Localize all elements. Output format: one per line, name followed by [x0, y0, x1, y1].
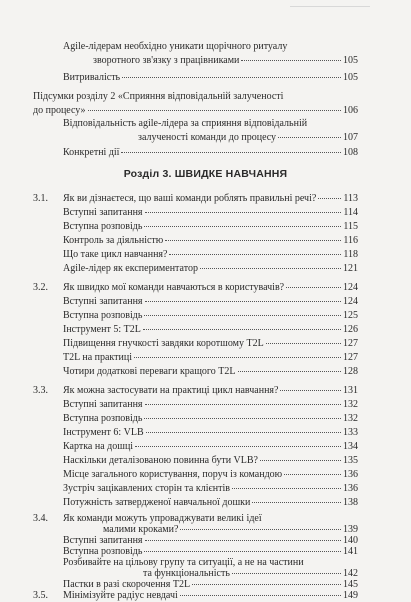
- toc-entry[interactable]: [63, 220, 358, 233]
- toc-page-number: 139: [343, 524, 358, 535]
- section-number: 3.5.: [33, 590, 48, 601]
- toc-page-number: 149: [343, 590, 358, 601]
- toc-entry[interactable]: [63, 248, 358, 261]
- toc-entry-text: Підсумки розділу 2 «Сприяння відповідальній залученості: [33, 91, 284, 102]
- toc-entry[interactable]: [63, 337, 358, 350]
- toc-entry-text[interactable]: Розбивайте на цільову групу та ситуації, а не на частини: [63, 557, 304, 568]
- leader-dots: [145, 540, 341, 541]
- toc-page-number: 145: [343, 579, 358, 590]
- toc-entry[interactable]: [63, 71, 358, 84]
- leader-dots: [144, 418, 341, 419]
- leader-dots: [278, 137, 341, 138]
- leader-dots: [238, 371, 341, 372]
- toc-page-number: 107: [343, 132, 358, 143]
- toc-entry-text: Потужність затвердженої навчальної дошки: [63, 497, 251, 508]
- leader-dots: [260, 460, 341, 461]
- leader-dots: [143, 329, 341, 330]
- leader-dots: [232, 573, 341, 574]
- toc-page-number: 118: [343, 249, 358, 260]
- leader-dots: [135, 446, 341, 447]
- toc-page-number: 128: [343, 366, 358, 377]
- toc-entry[interactable]: [63, 468, 358, 481]
- toc-entry-text: Картка на дошці: [63, 441, 134, 452]
- leader-dots: [122, 77, 341, 78]
- leader-dots: [145, 301, 341, 302]
- toc-page-number: 141: [343, 546, 358, 557]
- section-title: малими кроками?: [103, 524, 179, 535]
- toc-page-number: 132: [343, 413, 358, 424]
- toc-page-number: 127: [343, 352, 358, 363]
- toc-entry-text: Agile-лідер як експериментатор: [63, 263, 198, 274]
- chapter-heading[interactable]: Розділ 3. ШВИДКЕ НАВЧАННЯ: [123, 168, 288, 180]
- leader-dots: [266, 343, 341, 344]
- toc-entry-text: Вступні запитання: [63, 207, 143, 218]
- toc-page-number: 134: [343, 441, 358, 452]
- toc-entry-text: Інструмент 6: VLB: [63, 427, 144, 438]
- leader-dots: [180, 595, 341, 596]
- toc-entry-text: залученості команди до процесу: [138, 132, 277, 143]
- leader-dots: [145, 404, 341, 405]
- toc-page-number: 121: [343, 263, 358, 274]
- toc-entry-text: Конкретні дії: [63, 147, 120, 158]
- toc-entry[interactable]: [63, 131, 358, 144]
- toc-entry-text: Вступна розповідь: [63, 546, 143, 557]
- toc-entry[interactable]: [63, 295, 358, 308]
- leader-dots: [121, 152, 341, 153]
- toc-entry[interactable]: [63, 262, 358, 275]
- toc-entry-text: Зустріч зацікавлених сторін та клієнтів: [63, 483, 231, 494]
- leader-dots: [165, 240, 341, 241]
- toc-page-number: 124: [343, 296, 358, 307]
- leader-dots: [144, 226, 341, 227]
- leader-dots: [286, 287, 341, 288]
- toc-entry-text: до процесу»: [33, 105, 86, 116]
- toc-entry[interactable]: [63, 454, 358, 467]
- toc-page-number: 126: [343, 324, 358, 335]
- toc-page-number: 113: [343, 193, 358, 204]
- toc-page-number: 124: [343, 282, 358, 293]
- toc-entry[interactable]: [33, 104, 358, 117]
- toc-page-number: 136: [343, 469, 358, 480]
- leader-dots: [252, 502, 341, 503]
- leader-dots: [144, 315, 341, 316]
- section-title: Мінімізуйте радіус невдачі: [63, 590, 178, 601]
- leader-dots: [180, 529, 341, 530]
- toc-page-number: 105: [343, 55, 358, 66]
- leader-dots: [232, 488, 341, 489]
- section-title: Як швидко мої команди навчаються в користувачів?: [63, 282, 285, 293]
- toc-page-number: 108: [343, 147, 358, 158]
- toc-entry[interactable]: [63, 54, 358, 67]
- toc-page-number: 138: [343, 497, 358, 508]
- toc-entry-text: Пастки в разі скорочення T2L: [63, 579, 191, 590]
- toc-page-number: 140: [343, 535, 358, 546]
- leader-dots: [280, 390, 341, 391]
- toc-entry[interactable]: [63, 412, 358, 425]
- section-entry[interactable]: [63, 192, 358, 205]
- toc-entry-text: Вступна розповідь: [63, 221, 143, 232]
- toc-page-number: 136: [343, 483, 358, 494]
- leader-dots: [284, 474, 341, 475]
- toc-entry-text: Контроль за діяльністю: [63, 235, 164, 246]
- toc-entry[interactable]: [63, 496, 358, 509]
- leader-dots: [134, 357, 341, 358]
- toc-entry-text: та функціональність: [143, 568, 230, 579]
- toc-page-number: 106: [343, 105, 358, 116]
- leader-dots: [241, 60, 341, 61]
- toc-entry[interactable]: [63, 398, 358, 411]
- toc-entry-text: Місце загального користування, поруч із командою: [63, 469, 283, 480]
- toc-entry[interactable]: [63, 426, 358, 439]
- section-number: 3.1.: [33, 193, 48, 204]
- toc-page-number: 125: [343, 310, 358, 321]
- section-entry[interactable]: [63, 281, 358, 294]
- toc-entry-text: зворотного зв'язку з працівниками: [93, 55, 240, 66]
- toc-page-number: 135: [343, 455, 358, 466]
- page-edge-rule: [290, 6, 370, 7]
- leader-dots: [88, 110, 341, 111]
- section-title[interactable]: Як команди можуть упроваджувати великі ідеї: [63, 513, 262, 524]
- toc-entry-text: Вступні запитання: [63, 296, 143, 307]
- toc-page-number: 133: [343, 427, 358, 438]
- leader-dots: [169, 254, 341, 255]
- toc-entry-text: Що таке цикл навчання?: [63, 249, 168, 260]
- toc-entry[interactable]: [63, 146, 358, 159]
- toc-entry-text: Agile-лідерам необхідно уникати щорічного ритуалу: [63, 41, 288, 52]
- toc-page-number: 105: [343, 72, 358, 83]
- section-title: Як ви дізнаєтеся, що ваші команди роблять правильні речі?: [63, 193, 317, 204]
- toc-entry[interactable]: [63, 440, 358, 453]
- toc-page-number: 114: [343, 207, 358, 218]
- section-title: Як можна застосувати на практиці цикл навчання?: [63, 385, 279, 396]
- toc-entry-text: Вступна розповідь: [63, 413, 143, 424]
- section-number: 3.2.: [33, 282, 48, 293]
- toc-entry-text: Вступні запитання: [63, 535, 143, 546]
- toc-page-number: 116: [343, 235, 358, 246]
- toc-page-number: 131: [343, 385, 358, 396]
- leader-dots: [318, 198, 341, 199]
- toc-entry-text: T2L на практиці: [63, 352, 133, 363]
- toc-page-number: 127: [343, 338, 358, 349]
- section-number: 3.3.: [33, 385, 48, 396]
- toc-entry[interactable]: [63, 206, 358, 219]
- toc-entry-text: Вступні запитання: [63, 399, 143, 410]
- leader-dots: [146, 432, 341, 433]
- leader-dots: [200, 268, 341, 269]
- toc-entry-text: Чотири додаткові переваги кращого T2L: [63, 366, 236, 377]
- toc-page-number: 132: [343, 399, 358, 410]
- toc-entry-text: Вступна розповідь: [63, 310, 143, 321]
- toc-entry[interactable]: [63, 365, 358, 378]
- toc-entry-text: Відповідальність agile-лідера за сприяння відповідальній: [63, 118, 308, 129]
- leader-dots: [145, 212, 342, 213]
- toc-page-number: 142: [343, 568, 358, 579]
- toc-entry-text: Наскільки деталізованою повинна бути VLB?: [63, 455, 258, 466]
- toc-entry-text: Витривалість: [63, 72, 121, 83]
- toc-page-number: 115: [343, 221, 358, 232]
- leader-dots: [144, 551, 341, 552]
- toc-entry[interactable]: [63, 309, 358, 322]
- toc-entry[interactable]: [63, 351, 358, 364]
- toc-entry-text: Інструмент 5: T2L: [63, 324, 141, 335]
- section-number: 3.4.: [33, 513, 48, 524]
- toc-entry[interactable]: [63, 323, 358, 336]
- section-entry[interactable]: [63, 384, 358, 397]
- toc-entry[interactable]: [63, 482, 358, 495]
- toc-entry[interactable]: [63, 234, 358, 247]
- section-entry[interactable]: [63, 589, 358, 602]
- leader-dots: [192, 584, 341, 585]
- toc-entry-text: Підвищення гнучкості завдяки коротшому T2L: [63, 338, 264, 349]
